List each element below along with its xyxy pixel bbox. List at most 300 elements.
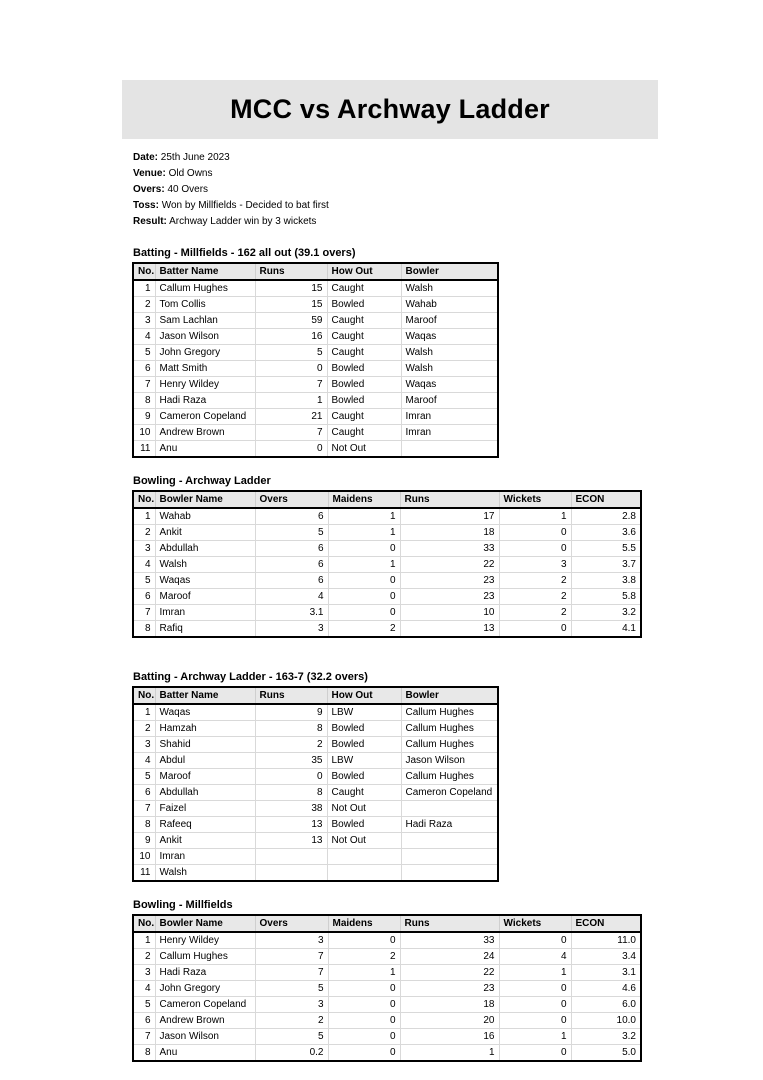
table-cell: 16 xyxy=(255,329,327,345)
table-cell: 3.1 xyxy=(571,965,641,981)
column-header: Batter Name xyxy=(155,687,255,704)
table-cell: 23 xyxy=(400,573,499,589)
table-cell: 11 xyxy=(133,865,155,882)
table-cell: Imran xyxy=(155,849,255,865)
table-cell: Callum Hughes xyxy=(401,769,498,785)
table-cell: Callum Hughes xyxy=(401,737,498,753)
table-cell: 7 xyxy=(133,605,155,621)
section-batting-millfields xyxy=(132,247,658,458)
column-header: No. xyxy=(133,263,155,280)
table-cell: 0 xyxy=(328,981,400,997)
table-cell: 10 xyxy=(400,605,499,621)
table-cell: 1 xyxy=(133,508,155,525)
table-cell: 3.8 xyxy=(571,573,641,589)
table-cell: Bowled xyxy=(327,297,401,313)
detail-result-value: Archway Ladder win by 3 wickets xyxy=(169,216,317,227)
table-cell: LBW xyxy=(327,753,401,769)
table-cell: 22 xyxy=(400,965,499,981)
table-cell: Rafiq xyxy=(155,621,255,638)
table-cell: 0 xyxy=(499,997,571,1013)
table-row xyxy=(133,737,498,753)
table-cell: 23 xyxy=(400,589,499,605)
table-cell: 2 xyxy=(499,605,571,621)
table-cell: 0 xyxy=(328,1029,400,1045)
table-cell: 8 xyxy=(133,621,155,638)
table-cell xyxy=(327,849,401,865)
detail-venue xyxy=(133,166,658,182)
table-cell: 1 xyxy=(133,704,155,721)
table-cell: 0 xyxy=(328,932,400,949)
table-cell: 1 xyxy=(328,508,400,525)
table-cell: Hadi Raza xyxy=(401,817,498,833)
table-cell: Anu xyxy=(155,441,255,458)
table-cell: Bowled xyxy=(327,769,401,785)
table-row xyxy=(133,769,498,785)
table-cell: Anu xyxy=(155,1045,255,1062)
table-cell: Callum Hughes xyxy=(155,949,255,965)
table-cell: 0 xyxy=(255,769,327,785)
table-cell: Bowled xyxy=(327,361,401,377)
table-row xyxy=(133,313,498,329)
table-cell: 3 xyxy=(255,932,328,949)
table-row xyxy=(133,605,641,621)
detail-toss-value: Won by Millfields - Decided to bat first xyxy=(161,200,329,211)
table-cell: 23 xyxy=(400,981,499,997)
table-cell: 4 xyxy=(133,329,155,345)
table-cell: 6 xyxy=(133,1013,155,1029)
table-cell: 8 xyxy=(133,1045,155,1062)
table-cell: Walsh xyxy=(155,557,255,573)
table-cell: 13 xyxy=(255,833,327,849)
table-cell: 4.6 xyxy=(571,981,641,997)
table-cell: Bowled xyxy=(327,737,401,753)
table-cell: 7 xyxy=(255,949,328,965)
table-cell: 2 xyxy=(499,573,571,589)
batting-millfields-table xyxy=(132,262,499,458)
table-cell: 2 xyxy=(499,589,571,605)
detail-overs xyxy=(133,182,658,198)
table-cell: 5 xyxy=(133,573,155,589)
table-cell: Waqas xyxy=(401,329,498,345)
table-cell: 22 xyxy=(400,557,499,573)
table-cell: Walsh xyxy=(155,865,255,882)
table-cell: 5 xyxy=(255,1029,328,1045)
table-cell: 9 xyxy=(133,409,155,425)
table-cell: Walsh xyxy=(401,361,498,377)
table-cell: Ankit xyxy=(155,833,255,849)
column-header: Runs xyxy=(255,687,327,704)
table-cell: Callum Hughes xyxy=(155,280,255,297)
table-cell: Jason Wilson xyxy=(401,753,498,769)
column-header: ECON xyxy=(571,915,641,932)
table-cell: 21 xyxy=(255,409,327,425)
table-cell: 7 xyxy=(133,801,155,817)
bowling-millfields-heading: Bowling - Millfields xyxy=(133,899,233,911)
column-header: Maidens xyxy=(328,491,400,508)
table-cell: 17 xyxy=(400,508,499,525)
table-cell: 15 xyxy=(255,297,327,313)
table-cell: 7 xyxy=(133,1029,155,1045)
table-cell: Shahid xyxy=(155,737,255,753)
table-cell: 0 xyxy=(255,441,327,458)
table-cell: Henry Wildey xyxy=(155,932,255,949)
table-cell: 6 xyxy=(133,785,155,801)
table-cell: 10 xyxy=(133,849,155,865)
table-cell: 1 xyxy=(255,393,327,409)
table-cell: 7 xyxy=(255,425,327,441)
table-cell: 0 xyxy=(499,525,571,541)
table-row xyxy=(133,801,498,817)
bowling-archway-ladder-heading: Bowling - Archway Ladder xyxy=(133,475,271,487)
table-cell: 3.2 xyxy=(571,1029,641,1045)
table-cell: 0 xyxy=(499,932,571,949)
table-cell: 0 xyxy=(499,1013,571,1029)
table-cell: 2 xyxy=(133,949,155,965)
table-cell: Not Out xyxy=(327,833,401,849)
table-cell: Abdul xyxy=(155,753,255,769)
table-cell: 1 xyxy=(499,965,571,981)
table-cell: 5 xyxy=(255,345,327,361)
table-cell: Callum Hughes xyxy=(401,704,498,721)
column-header: Bowler Name xyxy=(155,491,255,508)
table-cell: 0 xyxy=(499,541,571,557)
table-cell: Wahab xyxy=(401,297,498,313)
table-cell xyxy=(255,865,327,882)
table-row xyxy=(133,425,498,441)
header-row xyxy=(133,491,641,508)
table-cell: Hamzah xyxy=(155,721,255,737)
table-cell: 18 xyxy=(400,525,499,541)
table-cell: 5 xyxy=(133,769,155,785)
table-cell: 3 xyxy=(133,541,155,557)
column-header: Runs xyxy=(400,915,499,932)
table-cell: 0 xyxy=(328,605,400,621)
table-cell: 0 xyxy=(328,1045,400,1062)
table-cell: Waqas xyxy=(155,704,255,721)
table-cell: Rafeeq xyxy=(155,817,255,833)
column-header: No. xyxy=(133,687,155,704)
table-row xyxy=(133,981,641,997)
column-header: ECON xyxy=(571,491,641,508)
table-cell: Walsh xyxy=(401,345,498,361)
table-cell: 11 xyxy=(133,441,155,458)
table-cell: 5.5 xyxy=(571,541,641,557)
table-cell: 0.2 xyxy=(255,1045,328,1062)
table-cell: 2 xyxy=(328,949,400,965)
table-cell: 2.8 xyxy=(571,508,641,525)
table-cell: 1 xyxy=(328,965,400,981)
table-row xyxy=(133,377,498,393)
table-row xyxy=(133,361,498,377)
table-cell: Hadi Raza xyxy=(155,965,255,981)
table-row xyxy=(133,409,498,425)
detail-overs-label: Overs: xyxy=(133,184,165,195)
table-row xyxy=(133,817,498,833)
table-cell xyxy=(401,833,498,849)
table-cell: 5 xyxy=(255,981,328,997)
detail-result-label: Result: xyxy=(133,216,167,227)
table-cell: 2 xyxy=(255,1013,328,1029)
table-cell: Callum Hughes xyxy=(401,721,498,737)
table-cell: 3.7 xyxy=(571,557,641,573)
table-row xyxy=(133,1029,641,1045)
column-header: Bowler xyxy=(401,687,498,704)
table-row xyxy=(133,621,641,638)
table-row xyxy=(133,753,498,769)
table-cell: Caught xyxy=(327,409,401,425)
column-header: No. xyxy=(133,915,155,932)
table-cell: 9 xyxy=(133,833,155,849)
table-cell: 0 xyxy=(328,589,400,605)
table-cell: 4 xyxy=(133,753,155,769)
table-cell: Maroof xyxy=(401,313,498,329)
section-bowling-millfields xyxy=(132,899,658,1062)
header-row xyxy=(133,263,498,280)
table-cell: 33 xyxy=(400,932,499,949)
table-cell: Henry Wildey xyxy=(155,377,255,393)
table-row xyxy=(133,393,498,409)
table-cell: 7 xyxy=(255,965,328,981)
table-cell: 38 xyxy=(255,801,327,817)
table-cell: Abdullah xyxy=(155,541,255,557)
table-cell: 5.8 xyxy=(571,589,641,605)
table-cell: Hadi Raza xyxy=(155,393,255,409)
table-row xyxy=(133,721,498,737)
table-cell: John Gregory xyxy=(155,345,255,361)
table-cell: 1 xyxy=(133,280,155,297)
table-cell: 3.2 xyxy=(571,605,641,621)
table-cell: 7 xyxy=(133,377,155,393)
table-cell: Caught xyxy=(327,280,401,297)
table-cell xyxy=(327,865,401,882)
table-cell: 11.0 xyxy=(571,932,641,949)
column-header: Runs xyxy=(255,263,327,280)
column-header: Runs xyxy=(400,491,499,508)
table-cell: Bowled xyxy=(327,817,401,833)
table-cell xyxy=(401,865,498,882)
table-cell: 4 xyxy=(499,949,571,965)
table-cell: 33 xyxy=(400,541,499,557)
column-header: Overs xyxy=(255,915,328,932)
table-row xyxy=(133,1045,641,1062)
title-bar xyxy=(122,80,658,139)
table-cell: 3 xyxy=(255,997,328,1013)
table-row xyxy=(133,965,641,981)
table-cell: 10 xyxy=(133,425,155,441)
table-cell: LBW xyxy=(327,704,401,721)
table-row xyxy=(133,345,498,361)
section-bowling-archway-ladder xyxy=(132,475,658,638)
column-header: Bowler Name xyxy=(155,915,255,932)
table-cell: Bowled xyxy=(327,721,401,737)
table-cell: Cameron Copeland xyxy=(155,409,255,425)
detail-toss xyxy=(133,198,658,214)
table-cell xyxy=(401,849,498,865)
batting-millfields-heading: Batting - Millfields - 162 all out (39.1 overs) xyxy=(133,247,356,259)
table-row xyxy=(133,849,498,865)
table-cell: Imran xyxy=(155,605,255,621)
column-header: Overs xyxy=(255,491,328,508)
table-cell: 2 xyxy=(133,525,155,541)
batting-archway-ladder-heading: Batting - Archway Ladder - 163-7 (32.2 overs) xyxy=(133,671,368,683)
table-cell: Caught xyxy=(327,425,401,441)
table-cell: Jason Wilson xyxy=(155,1029,255,1045)
table-cell: Andrew Brown xyxy=(155,425,255,441)
batting-archway-ladder-table xyxy=(132,686,499,882)
column-header: Maidens xyxy=(328,915,400,932)
table-row xyxy=(133,573,641,589)
table-cell: Walsh xyxy=(401,280,498,297)
table-cell: 7 xyxy=(255,377,327,393)
table-cell: 18 xyxy=(400,997,499,1013)
table-cell: 6 xyxy=(255,573,328,589)
header-row xyxy=(133,915,641,932)
table-cell: 1 xyxy=(328,557,400,573)
table-cell: Maroof xyxy=(155,589,255,605)
table-cell: Caught xyxy=(327,329,401,345)
table-cell: 0 xyxy=(499,1045,571,1062)
table-row xyxy=(133,589,641,605)
table-cell: Jason Wilson xyxy=(155,329,255,345)
table-row xyxy=(133,704,498,721)
table-cell: 1 xyxy=(499,508,571,525)
table-cell: 4 xyxy=(133,981,155,997)
table-cell: Bowled xyxy=(327,377,401,393)
table-cell: Cameron Copeland xyxy=(401,785,498,801)
detail-venue-value: Old Owns xyxy=(168,168,213,179)
table-cell: 8 xyxy=(133,393,155,409)
table-row xyxy=(133,280,498,297)
table-cell: John Gregory xyxy=(155,981,255,997)
table-cell: Andrew Brown xyxy=(155,1013,255,1029)
table-cell: Not Out xyxy=(327,801,401,817)
detail-toss-label: Toss: xyxy=(133,200,159,211)
table-cell: 0 xyxy=(328,997,400,1013)
table-cell: Ankit xyxy=(155,525,255,541)
table-cell: 3.6 xyxy=(571,525,641,541)
table-cell: 6 xyxy=(255,557,328,573)
table-cell: Maroof xyxy=(155,769,255,785)
table-cell: Faizel xyxy=(155,801,255,817)
table-cell: 0 xyxy=(499,981,571,997)
bowling-millfields-table xyxy=(132,914,642,1062)
table-row xyxy=(133,932,641,949)
table-cell: 35 xyxy=(255,753,327,769)
column-header: Wickets xyxy=(499,915,571,932)
table-cell: 24 xyxy=(400,949,499,965)
column-header: Batter Name xyxy=(155,263,255,280)
table-cell: 1 xyxy=(328,525,400,541)
column-header: Bowler xyxy=(401,263,498,280)
table-row xyxy=(133,949,641,965)
table-cell: Bowled xyxy=(327,393,401,409)
table-cell: 0 xyxy=(255,361,327,377)
table-cell: 6 xyxy=(255,541,328,557)
table-cell: 5.0 xyxy=(571,1045,641,1062)
table-cell: 13 xyxy=(255,817,327,833)
table-cell: 13 xyxy=(400,621,499,638)
table-cell: 6 xyxy=(133,361,155,377)
table-cell: 8 xyxy=(255,785,327,801)
table-cell: 6 xyxy=(255,508,328,525)
table-cell: 5 xyxy=(133,345,155,361)
table-cell: Caught xyxy=(327,313,401,329)
table-cell: Matt Smith xyxy=(155,361,255,377)
header-row xyxy=(133,687,498,704)
table-cell: 3 xyxy=(133,965,155,981)
table-row xyxy=(133,541,641,557)
table-cell: 1 xyxy=(499,1029,571,1045)
match-details xyxy=(133,150,658,230)
table-cell: 3 xyxy=(133,313,155,329)
table-cell: 3.1 xyxy=(255,605,328,621)
table-row xyxy=(133,441,498,458)
column-header: How Out xyxy=(327,687,401,704)
table-cell: 0 xyxy=(328,1013,400,1029)
table-row xyxy=(133,865,498,882)
table-cell: 1 xyxy=(400,1045,499,1062)
table-cell: 20 xyxy=(400,1013,499,1029)
detail-overs-value: 40 Overs xyxy=(167,184,209,195)
table-cell: 4.1 xyxy=(571,621,641,638)
detail-date-label: Date: xyxy=(133,152,159,163)
table-cell xyxy=(401,801,498,817)
detail-date xyxy=(133,150,658,166)
table-cell: Cameron Copeland xyxy=(155,997,255,1013)
table-cell: 6 xyxy=(133,589,155,605)
table-cell: Waqas xyxy=(401,377,498,393)
column-header: How Out xyxy=(327,263,401,280)
content-area xyxy=(122,80,658,1062)
table-cell: 16 xyxy=(400,1029,499,1045)
table-cell: 4 xyxy=(255,589,328,605)
table-cell: 3.4 xyxy=(571,949,641,965)
table-row xyxy=(133,329,498,345)
page-title: MCC vs Archway Ladder xyxy=(230,94,550,124)
table-cell: Sam Lachlan xyxy=(155,313,255,329)
table-cell: 9 xyxy=(255,704,327,721)
detail-venue-label: Venue: xyxy=(133,168,166,179)
table-cell: Abdullah xyxy=(155,785,255,801)
table-cell xyxy=(401,441,498,458)
table-cell: 2 xyxy=(133,297,155,313)
detail-date-value: 25th June 2023 xyxy=(160,152,230,163)
table-cell: Waqas xyxy=(155,573,255,589)
table-cell: Wahab xyxy=(155,508,255,525)
table-cell: Not Out xyxy=(327,441,401,458)
table-cell: 2 xyxy=(255,737,327,753)
table-row xyxy=(133,557,641,573)
column-header: No. xyxy=(133,491,155,508)
table-cell: 0 xyxy=(499,621,571,638)
bowling-archway-ladder-table xyxy=(132,490,642,638)
table-cell: 10.0 xyxy=(571,1013,641,1029)
table-cell: 6.0 xyxy=(571,997,641,1013)
table-cell: 2 xyxy=(133,721,155,737)
table-cell: Maroof xyxy=(401,393,498,409)
table-row xyxy=(133,1013,641,1029)
detail-result xyxy=(133,214,658,230)
table-row xyxy=(133,785,498,801)
table-cell: Imran xyxy=(401,409,498,425)
table-cell: 5 xyxy=(133,997,155,1013)
table-row xyxy=(133,833,498,849)
table-row xyxy=(133,508,641,525)
table-cell: Caught xyxy=(327,785,401,801)
table-cell: 8 xyxy=(255,721,327,737)
table-cell: Imran xyxy=(401,425,498,441)
table-cell: 0 xyxy=(328,573,400,589)
